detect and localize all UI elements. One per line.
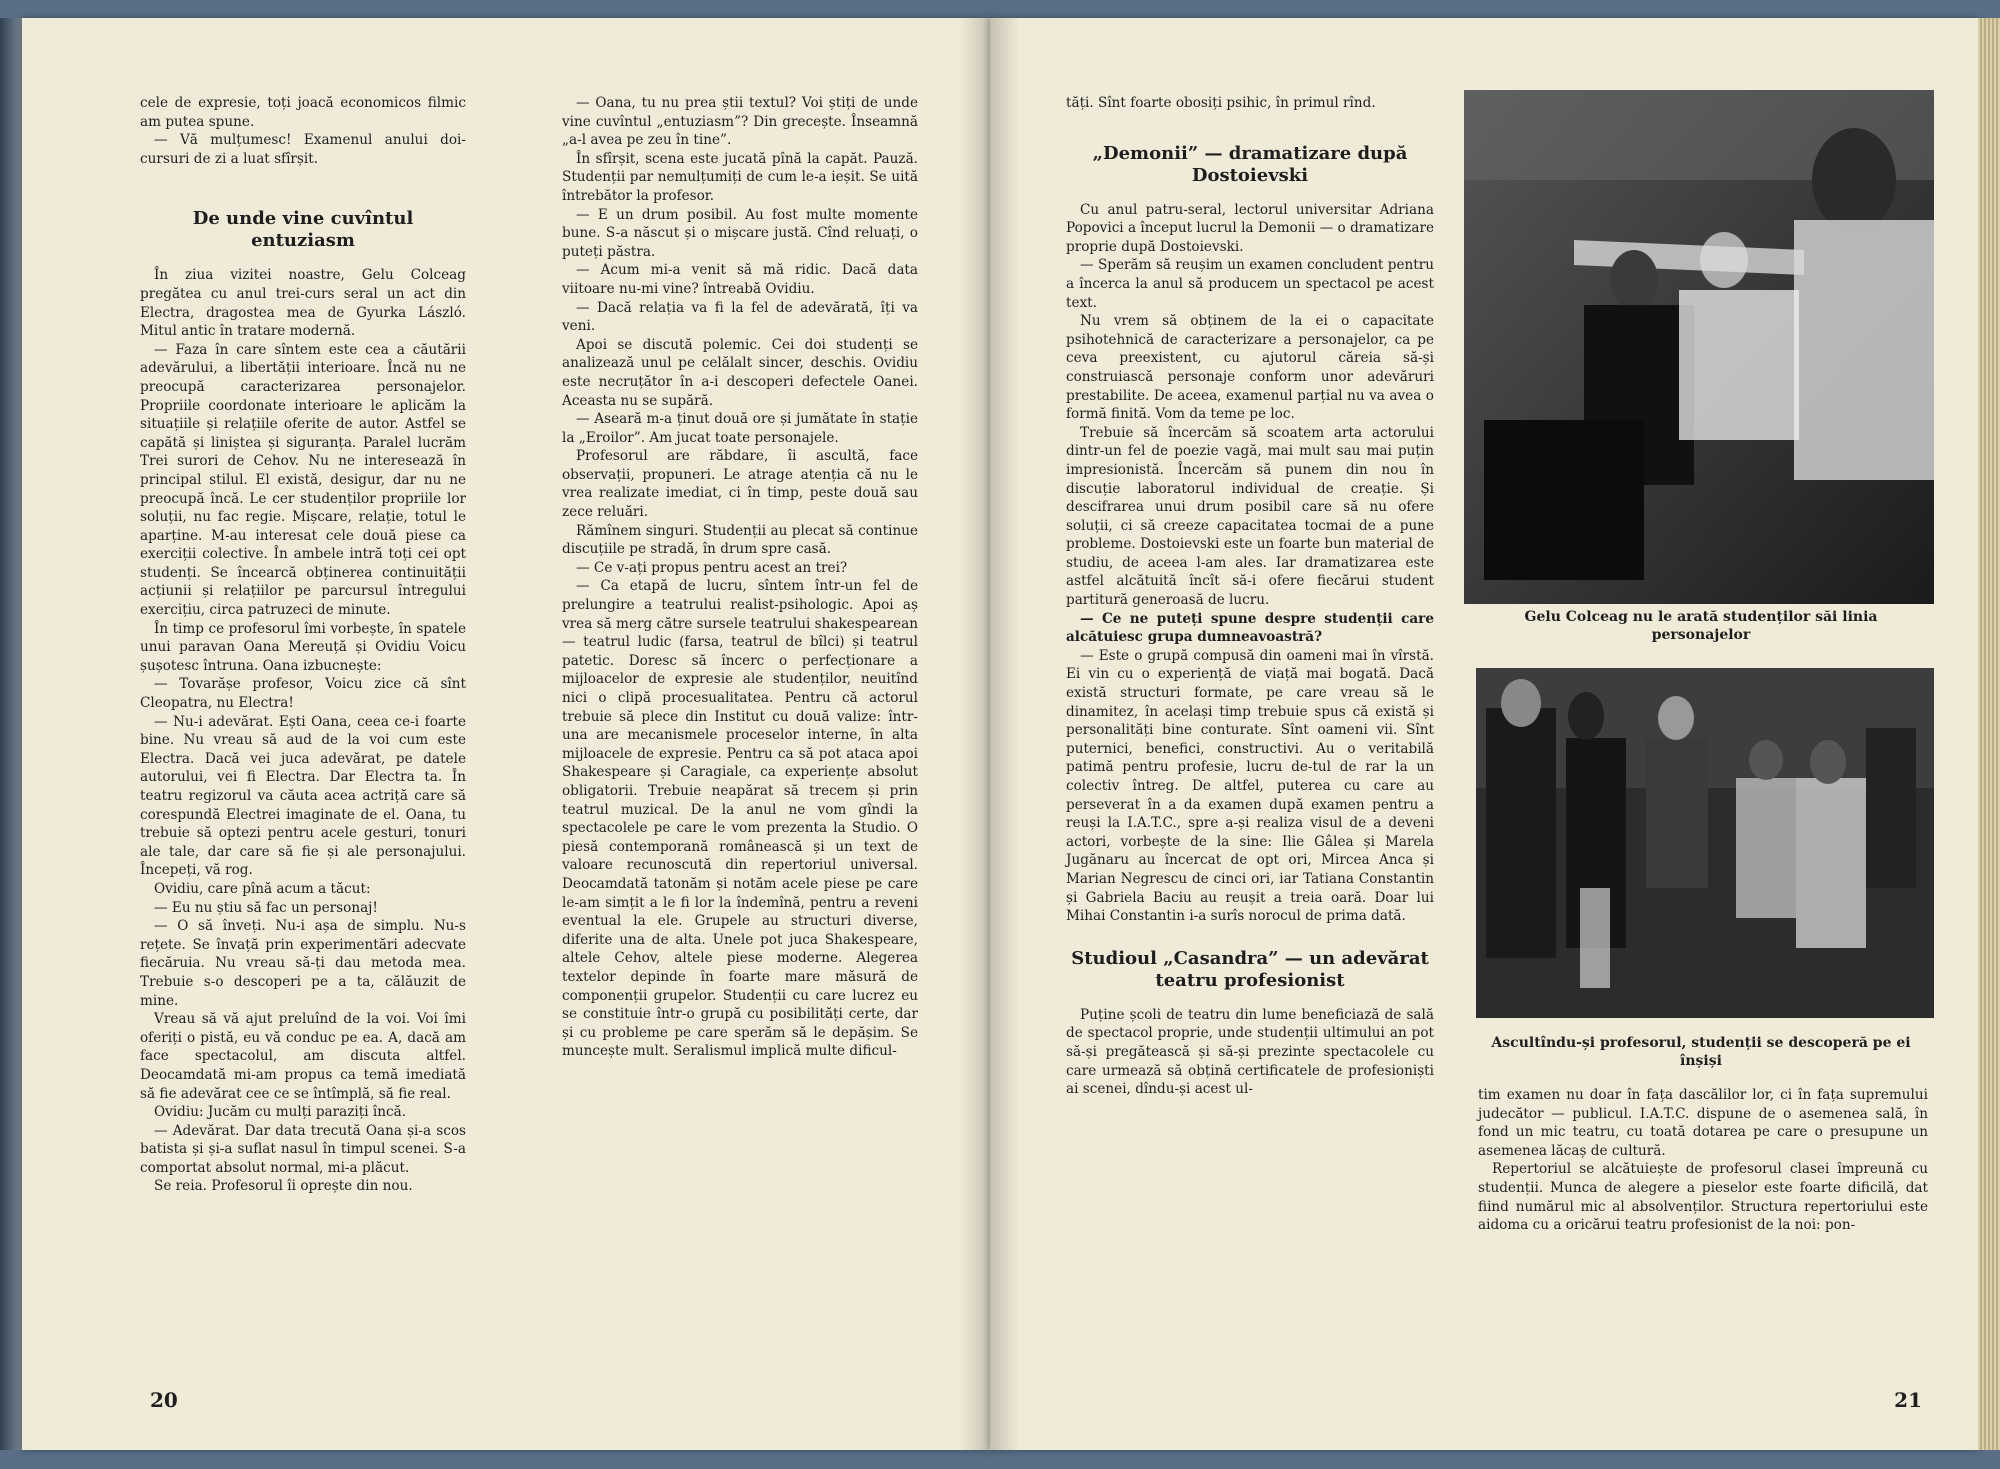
- section-heading: „Demonii” — dramatizare după Dostoievski: [1092, 142, 1408, 186]
- paragraph: Ovidiu: Jucăm cu mulți paraziți încă.: [154, 1104, 407, 1121]
- section-heading: Studioul „Casandra” — un adevărat teatru profesionist: [1071, 947, 1429, 991]
- page-number: 20: [150, 1388, 178, 1412]
- paragraph: Cu anul patru-seral, lectorul universitar Adriana Popovici a început lucrul la Demonii — o dramatizare proprie după Dostoievski.: [1066, 201, 1434, 255]
- page-number: 21: [1894, 1388, 1922, 1412]
- right-column-2: [1478, 1086, 1928, 1235]
- right-page: [990, 18, 1978, 1450]
- paragraph: — Sperăm să reușim un examen concludent pentru a încerca la anul să producem un spectacol pe acest text.: [1066, 257, 1434, 311]
- photo-caption: Ascultîndu-și profesorul, studenții se descoperă pe ei înșiși: [1491, 1035, 1911, 1069]
- left-column-1: [140, 94, 466, 1196]
- paragraph: — O să înveți. Nu-i așa de simplu. Nu-s rețete. Se învață prin experimentări adecvate fiecăruia. Nu vreau să-ți dau metoda mea. Trebuie s-o descoperi pe a ta, călăuzit de mine.: [140, 918, 466, 1009]
- paragraph: — Dacă relația va fi la fel de adevărată, îți va veni.: [562, 299, 918, 335]
- photo-rehearsal-gesture: [1464, 90, 1934, 604]
- photo-caption: Gelu Colceag nu le arată studenților săi linia personajelor: [1524, 609, 1878, 643]
- paragraph: cele de expresie, toți joacă economicos filmic am putea spune.: [140, 95, 466, 130]
- photo-image: [1476, 668, 1934, 1018]
- paragraph: Nu vrem să obținem de la ei o capacitate psihotehnică de caracterizare a personajelor, ca pe ceva preexistent, cu ajutorul căreia să-și construiască personaje conform unor adevăruri prestabilite. De aceea, examenul parțial nu va avea o formă finită. Vom da teme pe loc.: [1066, 313, 1434, 423]
- paragraph: În timp ce profesorul îmi vorbește, în spatele unui paravan Oana Mereuță și Ovidiu Voicu șușotesc întruna. Oana izbucnește:: [140, 620, 466, 674]
- paragraph: — Adevărat. Dar data trecută Oana și-a scos batista și și-a suflat nasul în timpul scenei. S-a comportat absolut normal, mi-a plăcut.: [140, 1122, 466, 1176]
- paragraph: — Tovarășe profesor, Voicu zice că sînt Cleopatra, nu Electra!: [140, 676, 466, 712]
- paragraph: tim examen nu doar în fața dascălilor lor, ci în fața supremului judecător — publicul. I.A.T.C. dispune de o asemenea sală, în fond un mic teatru, cu toată dotarea pe care o presupune un asemenea lăcaș de cultură.: [1478, 1087, 1928, 1159]
- paragraph: Profesorul are răbdare, îi ascultă, face observații, propuneri. Le atrage atenția că nu le vrea realizate imediat, ci în timp, peste două sau zece reluări.: [562, 448, 918, 521]
- paragraph: — Aseară m-a ținut două ore și jumătate în stație la „Eroilor”. Am jucat toate personajele.: [562, 411, 918, 446]
- photo-students-group: [1476, 668, 1934, 1018]
- paragraph: — Ca etapă de lucru, sîntem într-un fel de prelungire a teatrului realist-psihologic. Apoi aș vrea să merg către sursele teatrului shakespearean — teatrul ludic (farsa, teatrul de bîlci) și teatrul patetic. Doresc să încerc o perfecționare a mijloacelor de expresie ale studenților, neuitînd nici o clipă procesualitatea. Pentru că actorul trebuie să plece din Institut cu două valize: într-una are mecanismele proceselor interne, în alta mijloacele de expresie. Pentru ca să pot ataca apoi Shakespeare și Caragiale, ca experiențe absolut obligatorii. Trebuie neapărat să trecem și prin teatrul muzical. De la anul ne vom gîndi la spectacolele pe care le vom prezenta la Studio. O piesă contemporană românească și un text de valoare recunoscută din repertoriul universal. Deocamdată tatonăm și notăm acele piese pe care le-am simțit a le fi lor la îndemînă, pentru a reveni eventual la ele. Grupele au structuri diverse, diferite una de alta. Unele pot juca Shakespeare, altele Cehov, altele piese moderne. Alegerea textelor depinde în foarte mare măsură de componenții grupelor. Studenții cu care lucrez eu se constituie într-o grupă cu posibilități certe, dar și cu probleme pe care sperăm să le depășim. Se muncește mult. Seralismul implică multe dificul-: [562, 578, 918, 1060]
- paragraph: — Nu-i adevărat. Ești Oana, ceea ce-i foarte bine. Nu vreau să aud de la voi cum este Electra. Dacă vei juca adevărat, pe datele autorului, vei fi Electra. Dar Electra ta. În teatru regizorul va căuta acea actriță care să corespundă Electrei imaginate de el. Oana, tu trebuie să optezi pentru acele gesturi, tonuri ale tale, dar care să fie și ale personajului. Începeți, vă rog.: [140, 713, 466, 879]
- paragraph: — Acum mi-a venit să mă ridic. Dacă data viitoare nu-mi vine? întreabă Ovidiu.: [562, 262, 918, 297]
- book-cover-left-edge: [0, 18, 22, 1450]
- section-heading: De unde vine cuvîntul entuziasm: [192, 208, 414, 252]
- paragraph: În sfîrșit, scena este jucată pînă la capăt. Pauză. Studenții par nemulțumiți de cum le-a ieșit. Se uită întrebător la profesor.: [562, 150, 918, 204]
- paragraph: Repertoriul se alcătuiește de profesorul clasei împreună cu studenții. Munca de alegere a pieselor este foarte dificilă, dat fiind numărul mic al absolvenților. Structura repertoriului este aidoma cu a oricărui teatru profesionist de la noi: pon-: [1478, 1161, 1928, 1234]
- paragraph: — Este o grupă compusă din oameni mai în vîrstă. Ei vin cu o experiență de viață mai bogată. Dacă există structuri formate, pe care vreau să le dinamitez, în același timp trebuie spus că există și personalități bine conturate. Sînt oameni vii. Sînt puternici, benefici, constructivi. Au o veritabilă patimă pentru profesie, lucru de-tul de rar la un colectiv întreg. De altfel, puterea cu care au perseverat în a da examen după examen pentru a reuși la I.A.T.C., spre a-și realiza visul de a deveni actori, vorbește de la sine: Ilie Gâlea și Marela Jugănaru au încercat de opt ori, Mircea Anca și Marian Negrescu de cinci ori, iar Tatiana Constantin și Gabriela Baciu au reușit a treia oară. Doar lui Mihai Constantin i-a surîs norocul de prima dată.: [1066, 647, 1434, 925]
- paragraph: — Ce ne puteți spune despre studenții care alcătuiesc grupa dumneavoastră?: [1066, 610, 1434, 646]
- paragraph: Puține școli de teatru din lume beneficiază de sală de spectacol proprie, unde studenții ultimului an pot să-și pregătească și să-și prezinte spectacolele cu care urmează să obțină certificatele de profesioniști ai scenei, dîndu-și acest ul-: [1066, 1006, 1434, 1098]
- paragraph: Apoi se discută polemic. Cei doi studenți se analizează unul pe celălalt sincer, deschis. Ovidiu este necruțător în a-i descoperi defectele Oanei. Aceasta nu se supără.: [562, 336, 918, 409]
- photo-image: [1464, 90, 1934, 604]
- paragraph: — Vă mulțumesc! Examenul anului doi-cursuri de zi a luat sfîrșit.: [140, 132, 466, 167]
- paragraph: tăți. Sînt foarte obosiți psihic, în primul rînd.: [1066, 95, 1376, 111]
- paragraph: Se reia. Profesorul îi oprește din nou.: [154, 1178, 413, 1195]
- paragraph: — Oana, tu nu prea știi textul? Voi știți de unde vine cuvîntul „entuziasm”? Din grecește. Înseamnă „a-l avea pe zeu în tine”.: [562, 95, 918, 149]
- page-stack-edge: [1978, 18, 2000, 1450]
- paragraph: — Eu nu știu să fac un personaj!: [154, 899, 378, 916]
- right-column-1: [1066, 94, 1434, 1099]
- paragraph: Ovidiu, care pînă acum a tăcut:: [154, 880, 371, 897]
- paragraph: Vreau să vă ajut preluînd de la voi. Voi îmi oferiți o pistă, eu vă conduc pe ea. A, dacă am face spectacolul, am discuta altfel. Deocamdată mi-am propus ca temă imediată să fie adevărat cee ce se întîmplă, să fie real.: [140, 1011, 466, 1102]
- paragraph: Rămînem singuri. Studenții au plecat să continue discuțiile pe stradă, în drum spre casă.: [562, 522, 918, 558]
- left-page: [22, 18, 990, 1450]
- paragraph: — E un drum posibil. Au fost multe momente bune. S-a născut și o mișcare justă. Cînd reluați, o puteți păstra.: [562, 206, 918, 260]
- paragraph: În ziua vizitei noastre, Gelu Colceag pregătea cu anul trei-curs seral un act din Electra, dragostea mea de Gyurka László. Mitul antic în tratare modernă.: [140, 267, 466, 340]
- left-column-2: [562, 94, 918, 1061]
- paragraph: Trebuie să încercăm să scoatem arta actorului dintr-un fel de poezie vagă, mai mult sau mai puțin impresionistă. Încercăm să punem din nou în discuție laboratorul individual de creație. Și descifrarea unui drum posibil care să nu ofere soluții, ci să creeze capacitatea tocmai de a pune probleme. Dostoievski este un foarte bun material de studiu, de aceea l-am ales. Iar dramatizarea este astfel alcătuită încît să-i ofere fiecărui student partitură generoasă de lucru.: [1066, 424, 1434, 609]
- paragraph: — Faza în care sîntem este cea a căutării adevărului, a libertății interioare. Încă nu ne preocupă caracterizarea personajelor. Propriile coordonate interioare le aplicăm la situațiile și relațiile oferite de autor. Astfel se capătă și liniștea și siguranța. Paralel lucrăm Trei surori de Cehov. Nu ne interesează în principal stilul. El există, desigur, dar nu ne preocupă încă. Le cer studenților propriile lor soluții, nu fac regie. Mișcare, relație, totul le aparține. M-au interesat cele două piese ca exerciții colective. În ambele intră toți cei opt studenți. Se încearcă obținerea continuității acțiunii și relațiilor pe parcursul întregului exercițiu, circa patruzeci de minute.: [140, 341, 466, 619]
- paragraph: — Ce v-ați propus pentru acest an trei?: [576, 559, 848, 576]
